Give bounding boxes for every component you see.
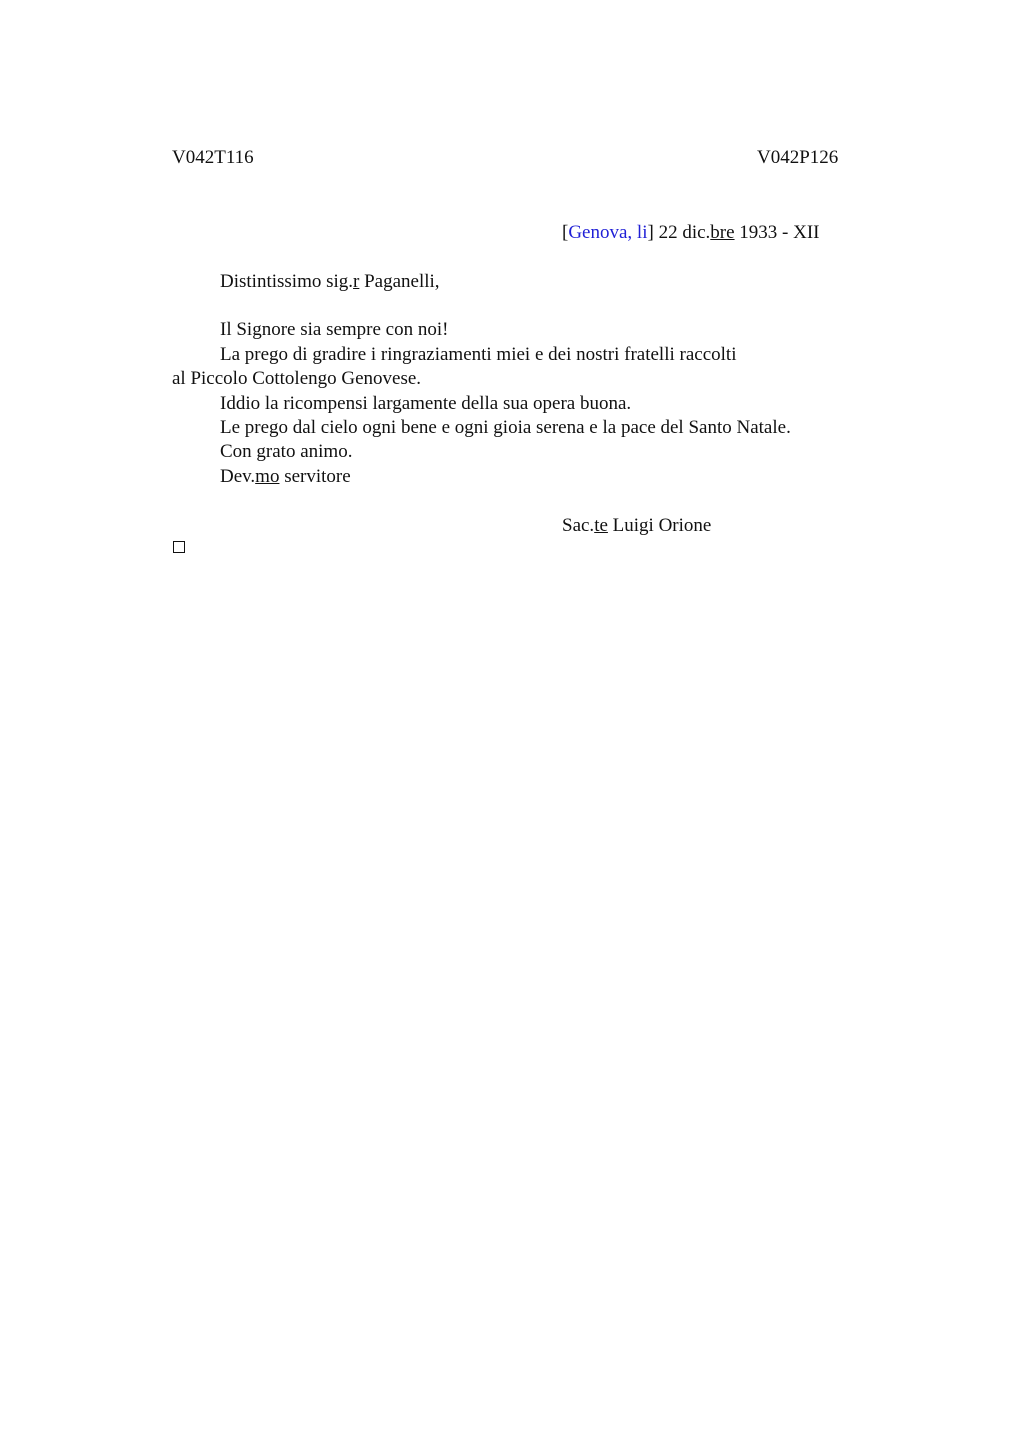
closing-prefix: Dev. xyxy=(220,466,256,487)
body-line-5: Le prego dal cielo ogni bene e ogni gioia serena e la pace del Santo Natale. xyxy=(220,417,791,438)
dateline-date-suffix: 1933 - XII xyxy=(734,222,820,243)
dateline-month-abbrev: bre xyxy=(710,222,735,243)
salutation xyxy=(220,270,440,294)
dateline-place: Genova, li xyxy=(568,222,648,243)
closing xyxy=(220,465,351,489)
signature-suffix: Luigi Orione xyxy=(607,515,712,536)
header-right-code: V042P126 xyxy=(757,147,839,168)
salutation-prefix: Distintissimo sig. xyxy=(220,271,354,292)
closing-suffix: servitore xyxy=(279,466,351,487)
header-left-code: V042T116 xyxy=(172,147,254,168)
signature-abbrev: te xyxy=(594,515,608,536)
closing-abbrev: mo xyxy=(255,466,280,487)
body-line-3: al Piccolo Cottolengo Genovese. xyxy=(172,368,422,389)
dateline-date-prefix: 22 dic. xyxy=(653,222,711,243)
body-line-2: La prego di gradire i ringraziamenti miei e dei nostri fratelli raccolti xyxy=(220,344,737,365)
body-line-6: Con grato animo. xyxy=(220,441,353,462)
body-line-4: Iddio la ricompensi largamente della sua opera buona. xyxy=(220,393,632,414)
salutation-abbrev: r xyxy=(353,271,360,292)
dateline-close-bracket: ] xyxy=(647,222,654,243)
salutation-suffix: Paganelli, xyxy=(359,271,440,292)
signature xyxy=(562,514,711,538)
signature-prefix: Sac. xyxy=(562,515,595,536)
body-line-1: Il Signore sia sempre con noi! xyxy=(220,319,449,340)
checkbox-icon xyxy=(173,541,185,553)
dateline xyxy=(562,221,820,245)
dateline-open-bracket: [ xyxy=(562,222,569,243)
